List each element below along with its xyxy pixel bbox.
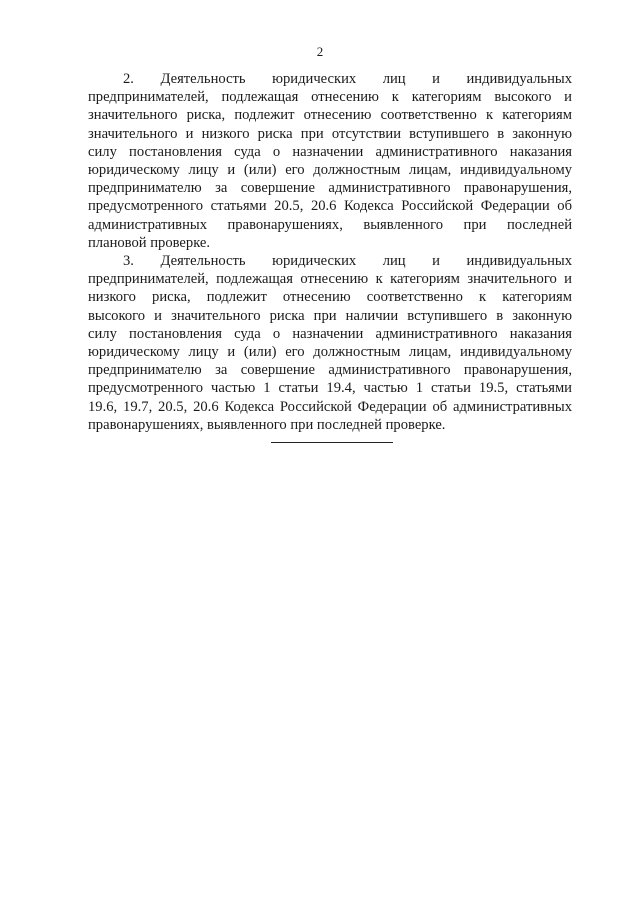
end-separator-line: [271, 442, 393, 443]
text-line: юридическому лицу и (или) его должностным лицам, индивидуальному: [88, 344, 572, 361]
text-line: предпринимателю за совершение административного правонарушения,: [88, 362, 572, 379]
text-line: 2. Деятельность юридических лиц и индивидуальных: [123, 71, 572, 87]
text-line: предусмотренного статьями 20.5, 20.6 Кодекса Российской Федерации об: [88, 198, 572, 215]
text-line: предпринимателю за совершение административного правонарушения,: [88, 180, 572, 197]
text-line: 19.6, 19.7, 20.5, 20.6 Кодекса Российской Федерации об административных: [88, 398, 572, 415]
text-line: плановой проверке.: [88, 234, 211, 251]
document-body: [88, 70, 572, 434]
paragraph-3: [88, 252, 572, 434]
paragraph-2: [88, 70, 572, 252]
text-line: 3. Деятельность юридических лиц и индивидуальных: [123, 253, 572, 270]
text-line: юридическому лицу и (или) его должностным лицам, индивидуальному: [88, 162, 572, 179]
text-line: силу постановления суда о назначении административного наказания: [88, 143, 572, 160]
text-line: значительного и низкого риска при отсутствии вступившего в законную: [88, 125, 572, 142]
text-line: предпринимателей, подлежащая отнесению к категориям высокого и: [88, 89, 572, 106]
text-line: административных правонарушениях, выявленного при последней: [88, 216, 572, 233]
text-line: высокого и значительного риска при наличии вступившего в законную: [88, 307, 572, 324]
text-line: низкого риска, подлежит отнесению соответственно к категориям: [88, 289, 572, 306]
text-line: предпринимателей, подлежащая отнесению к категориям значительного и: [88, 271, 572, 288]
text-line: правонарушениях, выявленного при последней проверке.: [88, 416, 446, 433]
text-line: силу постановления суда о назначении административного наказания: [88, 325, 572, 342]
page-number: 2: [316, 44, 324, 59]
text-line: предусмотренного частью 1 статьи 19.4, частью 1 статьи 19.5, статьями: [88, 380, 572, 397]
text-line: значительного риска, подлежит отнесению соответственно к категориям: [88, 107, 572, 124]
